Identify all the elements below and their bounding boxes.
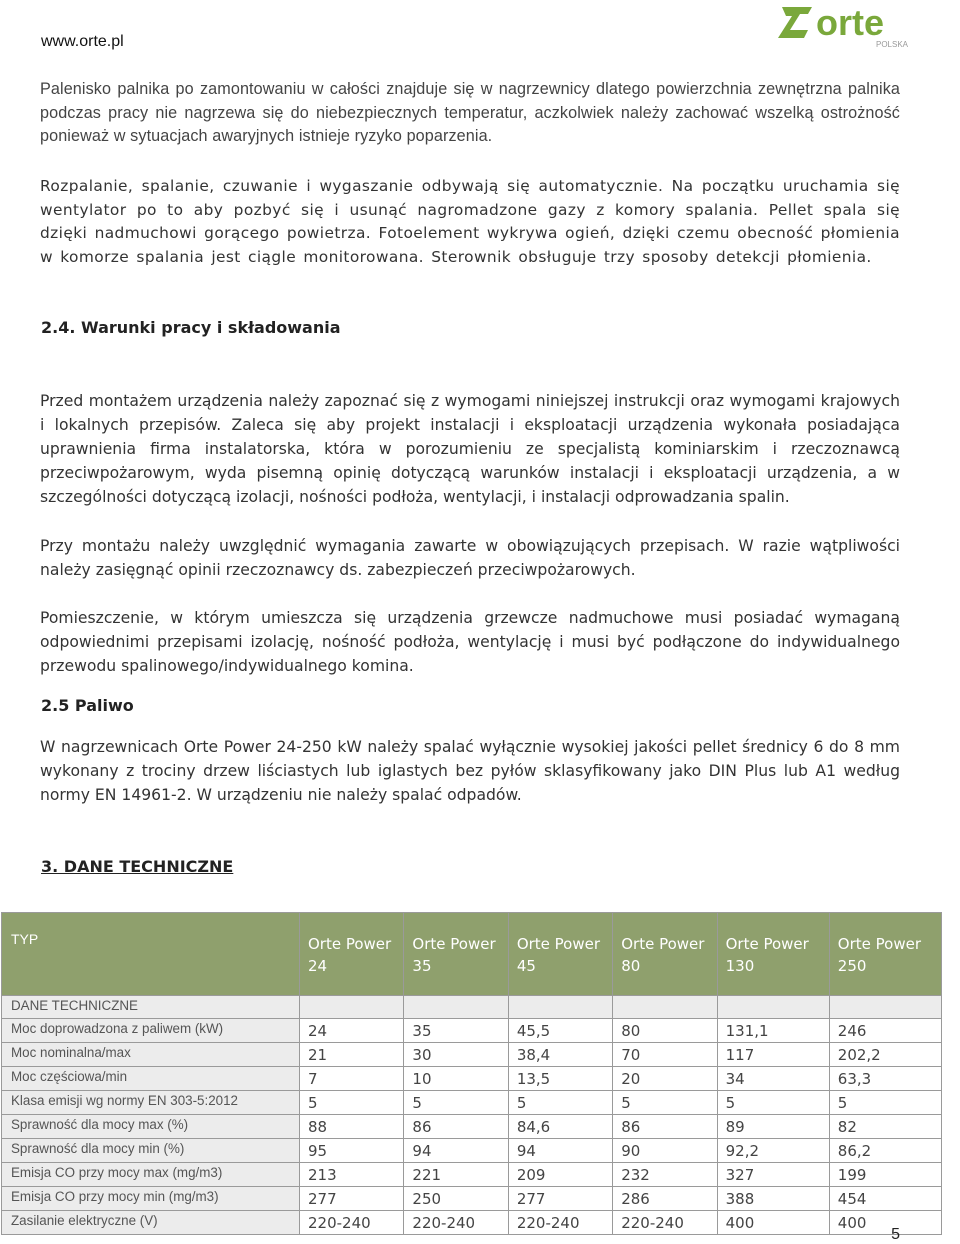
row-label: Moc doprowadzona z paliwem (kW) xyxy=(2,1019,300,1043)
row-value: 131,1 xyxy=(717,1019,829,1043)
row-value: 82 xyxy=(829,1115,941,1139)
row-label: Zasilanie elektryczne (V) xyxy=(2,1211,300,1235)
row-value: 80 xyxy=(613,1019,717,1043)
row-value: 5 xyxy=(508,1091,612,1115)
table-row xyxy=(2,1211,942,1235)
row-value: 86 xyxy=(404,1115,508,1139)
row-value: 327 xyxy=(717,1163,829,1187)
table-row xyxy=(2,1187,942,1211)
row-value: 213 xyxy=(300,1163,404,1187)
orte-logo xyxy=(778,2,914,50)
row-label: Klasa emisji wg normy EN 303-5:2012 xyxy=(2,1091,300,1115)
model-header: Orte Power 24 xyxy=(300,913,404,996)
row-label: Sprawność dla mocy min (%) xyxy=(2,1139,300,1163)
row-value: 13,5 xyxy=(508,1067,612,1091)
row-label: Moc częściowa/min xyxy=(2,1067,300,1091)
paragraph-operation: Rozpalanie, spalanie, czuwanie i wygaszanie odbywają się automatycznie. Na początku uruchamia się wentylator po to aby pozbyć się i usunąć nagromadzone gazy z komory spalania. Pellet spala się dzięki nadmuchowi gorącego powietrza. Fotoelement wykrywa ogień, dzięki czemu obecność płomienia w komorze spalania jest ciągle monitorowana. Sterownik obsługuje trzy sposoby detekcji płomienia. xyxy=(40,177,900,266)
row-value: 34 xyxy=(717,1067,829,1091)
row-value: 388 xyxy=(717,1187,829,1211)
table-row xyxy=(2,1139,942,1163)
model-header: Orte Power 80 xyxy=(613,913,717,996)
row-value: 21 xyxy=(300,1043,404,1067)
page-number: 5 xyxy=(891,1226,900,1243)
table-header-row xyxy=(2,913,942,996)
row-value: 221 xyxy=(404,1163,508,1187)
table-row xyxy=(2,1043,942,1067)
row-value: 38,4 xyxy=(508,1043,612,1067)
row-value: 5 xyxy=(404,1091,508,1115)
paragraph-installation-requirements: Przed montażem urządzenia należy zapoznać się z wymogami niniejszej instrukcji oraz wymogami krajowych i lokalnych przepisów. Zaleca się aby projekt instalacji i eksploatacji urządzenia wykonała posiadająca uprawnienia firma instalatorska, która w porozumieniu ze specjalistą kominiarskim i rzeczoznawcą przeciwpożarowym, wyda pisemną opinię dotyczącą warunków instalacji i eksploatacji urządzenia, a w szczególności dotyczącą izolacji, nośności podłoża, wentylacji, i instalacji odprowadzania spalin. xyxy=(40,392,900,506)
paragraph-regulations: Przy montażu należy uwzględnić wymagania zawarte w obowiązujących przepisach. W razie wątpliwości należy zasięgnąć opinii rzeczoznawcy ds. zabezpieczeń przeciwpożarowych. xyxy=(40,537,900,579)
site-url: www.orte.pl xyxy=(41,33,124,50)
row-value: 220-240 xyxy=(300,1211,404,1235)
row-value: 86 xyxy=(613,1115,717,1139)
row-value: 209 xyxy=(508,1163,612,1187)
row-value: 35 xyxy=(404,1019,508,1043)
model-header: Orte Power 250 xyxy=(829,913,941,996)
row-value: 277 xyxy=(300,1187,404,1211)
row-value: 5 xyxy=(300,1091,404,1115)
row-value: 117 xyxy=(717,1043,829,1067)
table-row xyxy=(2,1115,942,1139)
row-value: 30 xyxy=(404,1043,508,1067)
row-value: 86,2 xyxy=(829,1139,941,1163)
paragraph-room-requirements: Pomieszczenie, w którym umieszcza się urządzenia grzewcze nadmuchowe musi posiadać wymaganą odpowiednimi przepisami izolację, nośność podłoża, wentylację i musi być podłączone do indywidualnego przewodu spalinowego/indywidualnego komina. xyxy=(40,609,900,675)
row-value: 220-240 xyxy=(508,1211,612,1235)
table-subheader-row xyxy=(2,996,942,1019)
row-value: 63,3 xyxy=(829,1067,941,1091)
row-value: 277 xyxy=(508,1187,612,1211)
svg-text:orte: orte xyxy=(816,2,885,43)
technical-data-table xyxy=(1,912,942,1235)
type-label-cell: TYP xyxy=(2,913,300,996)
row-label: Moc nominalna/max xyxy=(2,1043,300,1067)
model-header: Orte Power 35 xyxy=(404,913,508,996)
model-header: Orte Power 45 xyxy=(508,913,612,996)
row-value: 202,2 xyxy=(829,1043,941,1067)
section-heading-2-5: 2.5 Paliwo xyxy=(41,696,134,715)
row-value: 5 xyxy=(717,1091,829,1115)
row-value: 286 xyxy=(613,1187,717,1211)
row-value: 24 xyxy=(300,1019,404,1043)
row-value: 400 xyxy=(717,1211,829,1235)
section-heading-2-4: 2.4. Warunki pracy i składowania xyxy=(41,318,341,337)
table-row xyxy=(2,1091,942,1115)
row-value: 94 xyxy=(404,1139,508,1163)
row-value: 454 xyxy=(829,1187,941,1211)
row-value: 84,6 xyxy=(508,1115,612,1139)
row-value: 246 xyxy=(829,1019,941,1043)
table-row xyxy=(2,1019,942,1043)
row-value: 90 xyxy=(613,1139,717,1163)
row-value: 232 xyxy=(613,1163,717,1187)
row-value: 10 xyxy=(404,1067,508,1091)
row-value: 20 xyxy=(613,1067,717,1091)
row-value: 199 xyxy=(829,1163,941,1187)
row-label: Sprawność dla mocy max (%) xyxy=(2,1115,300,1139)
row-value: 92,2 xyxy=(717,1139,829,1163)
row-value: 95 xyxy=(300,1139,404,1163)
table-row xyxy=(2,1067,942,1091)
row-value: 250 xyxy=(404,1187,508,1211)
row-value: 45,5 xyxy=(508,1019,612,1043)
row-label: Emisja CO przy mocy max (mg/m3) xyxy=(2,1163,300,1187)
row-value: 70 xyxy=(613,1043,717,1067)
row-value: 7 xyxy=(300,1067,404,1091)
row-value: 5 xyxy=(829,1091,941,1115)
row-value: 5 xyxy=(613,1091,717,1115)
orte-logo-icon xyxy=(778,2,914,50)
row-value: 94 xyxy=(508,1139,612,1163)
sub-label-cell: DANE TECHNICZNE xyxy=(2,996,300,1019)
svg-text:POLSKA: POLSKA xyxy=(876,40,909,49)
paragraph-fuel: W nagrzewnicach Orte Power 24-250 kW należy spalać wyłącznie wysokiej jakości pellet średnicy 6 do 8 mm wykonany z trociny drzew liściastych lub iglastych bez pyłów sklasyfikowany jako DIN Plus lub A1 według normy EN 14961-2. W urządzeniu nie należy spalać odpadów. xyxy=(40,738,900,804)
paragraph-burner-safety: Palenisko palnika po zamontowaniu w całości znajduje się w nagrzewnicy dlatego powierzchnia zewnętrzna palnika podczas pracy nie nagrzewa się do niebezpiecznych temperatur, aczkolwiek należy zachować wszelką ostrożność ponieważ w sytuacjach awaryjnych istnieje ryzyko poparzenia. xyxy=(40,80,900,145)
section-heading-3: 3. DANE TECHNICZNE xyxy=(41,857,234,876)
row-label: Emisja CO przy mocy min (mg/m3) xyxy=(2,1187,300,1211)
row-value: 89 xyxy=(717,1115,829,1139)
row-value: 400 xyxy=(829,1211,941,1235)
model-header: Orte Power 130 xyxy=(717,913,829,996)
table-row xyxy=(2,1163,942,1187)
row-value: 220-240 xyxy=(404,1211,508,1235)
row-value: 220-240 xyxy=(613,1211,717,1235)
row-value: 88 xyxy=(300,1115,404,1139)
